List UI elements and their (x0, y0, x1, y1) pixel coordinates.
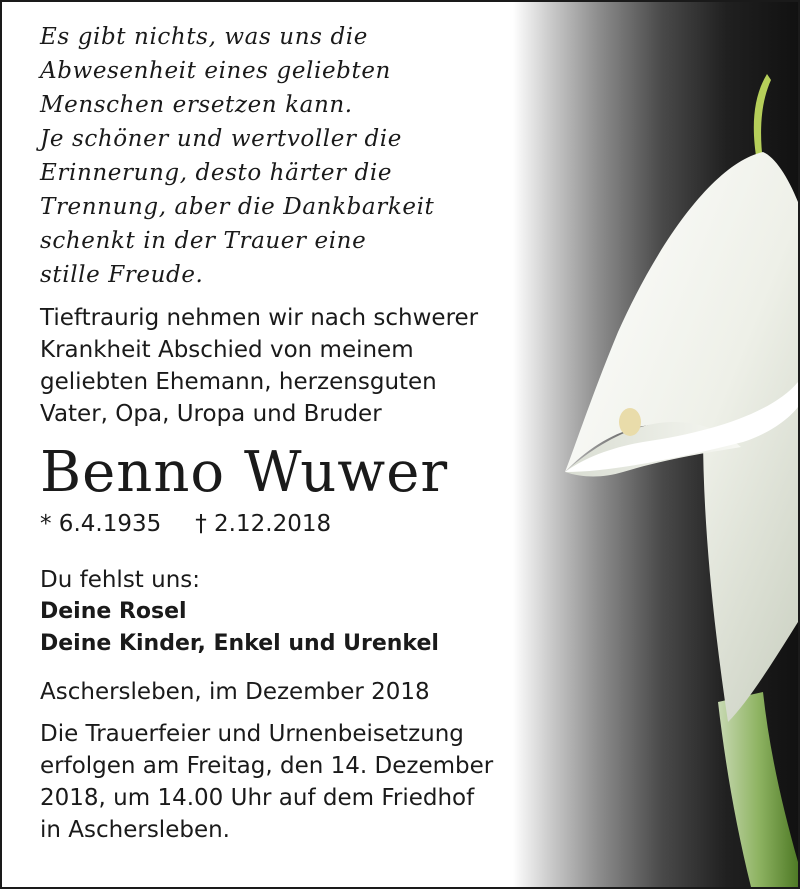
announcement-text: Tieftraurig nehmen wir nach schwerer Krankheit Abschied von meinem geliebten Ehemann, herzensguten Vater, Opa, Uropa und Bruder (40, 305, 479, 427)
funeral-service-info: Die Trauerfeier und Urnenbeisetzung erfolgen am Freitag, den 14. Dezember 2018, um 14.00 Uhr auf dem Friedhof in Aschersleben. (40, 721, 494, 843)
notice-text (40, 20, 520, 846)
deceased-name: Benno Wuwer (40, 440, 449, 505)
calla-lily-image (513, 2, 798, 887)
calla-lily-illustration (513, 2, 798, 887)
missing-label: Du fehlst uns: (40, 567, 201, 593)
signer-family: Deine Kinder, Enkel und Urenkel (40, 631, 439, 656)
life-dates (40, 508, 520, 540)
place-and-date: Aschersleben, im Dezember 2018 (40, 679, 430, 705)
birth-date: * 6.4.1935 (40, 511, 162, 537)
death-date: † 2.12.2018 (195, 511, 332, 537)
signer-spouse: Deine Rosel (40, 599, 187, 624)
memorial-poem: Es gibt nichts, was uns die Abwesenheit eines geliebten Menschen ersetzen kann. Je schöner und wertvoller die Erinnerung, desto härter die Trennung, aber die Dankbarkeit schenkt in der Trauer eine stille Freude. (40, 24, 435, 288)
